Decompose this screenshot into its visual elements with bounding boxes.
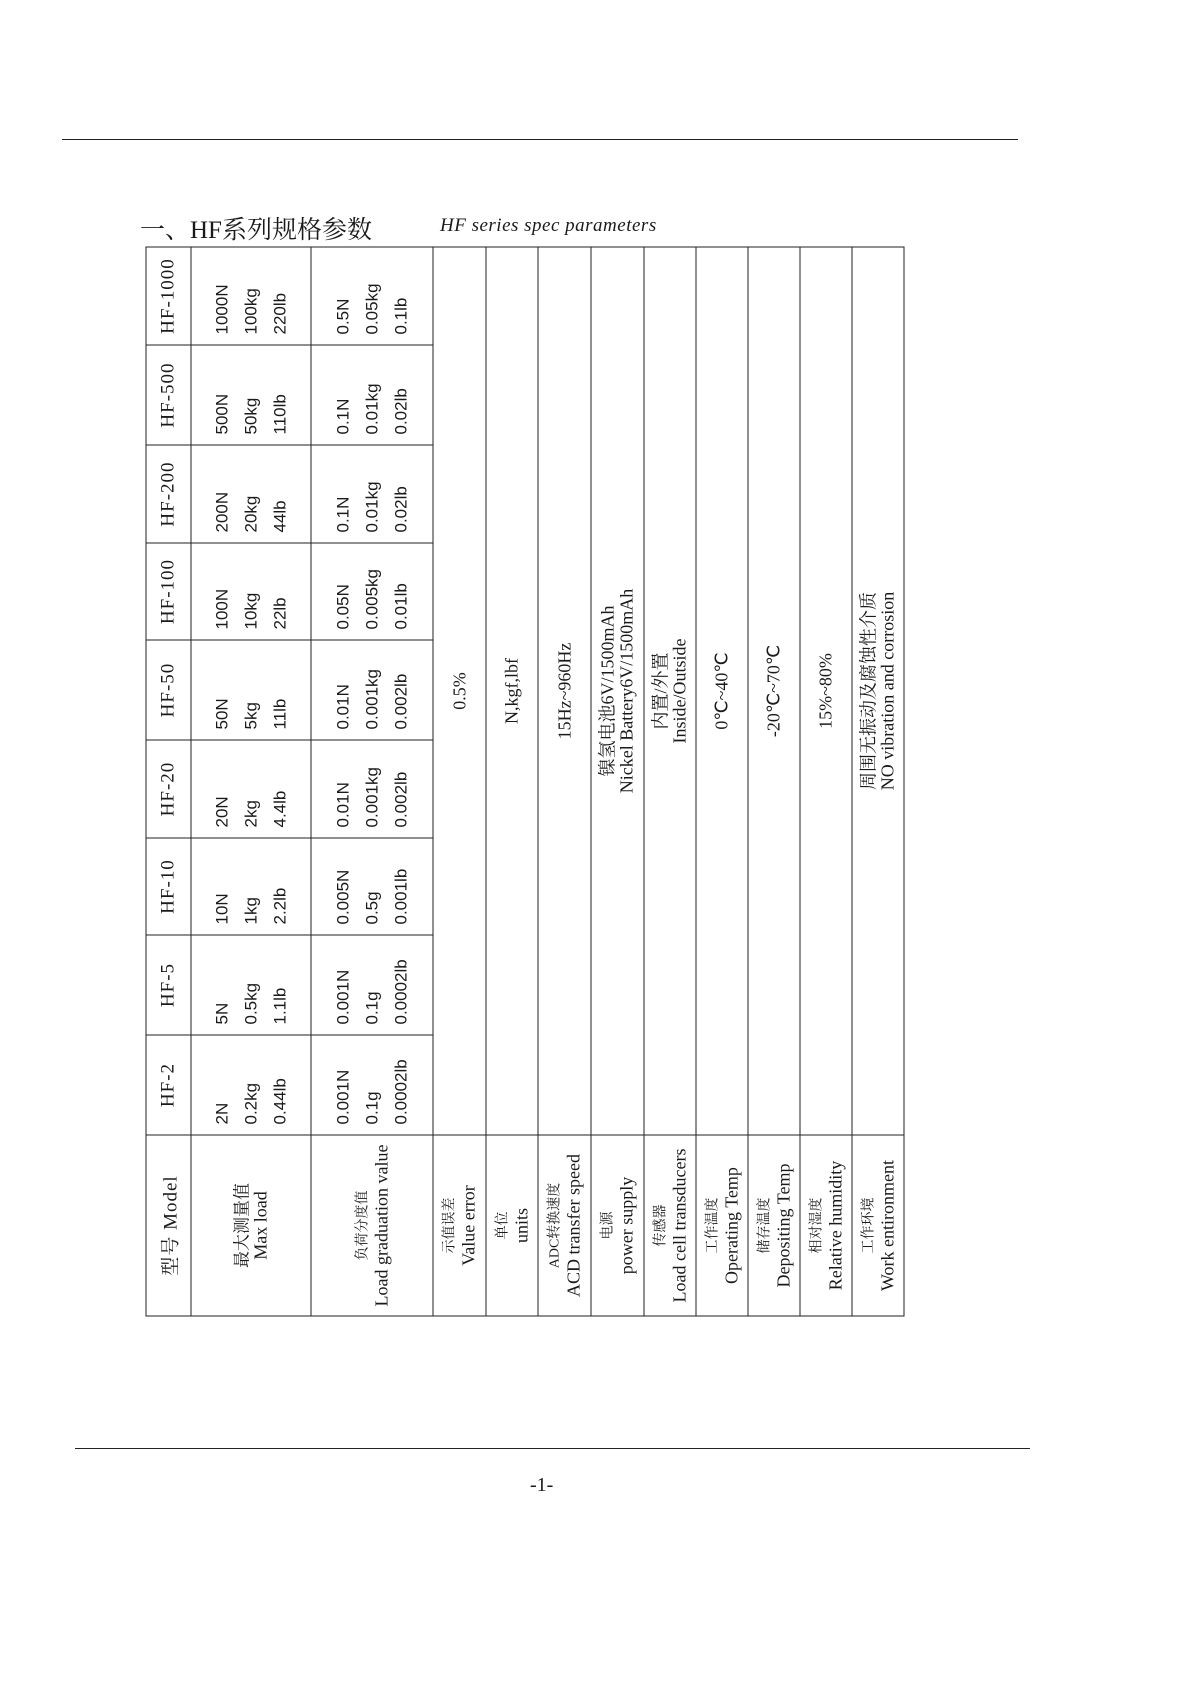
value-line: 0.1g	[362, 1090, 381, 1124]
value-cell	[191, 1035, 311, 1135]
value-line: 110lb	[270, 393, 289, 434]
value-line: 0.0002lb	[391, 958, 410, 1024]
value-line: 0.5N	[333, 298, 352, 334]
value-line: 0.5kg	[241, 982, 260, 1024]
label-zh: 工作温度	[704, 1197, 720, 1253]
value-line: 0.001kg	[362, 766, 381, 827]
model-label: 型号 Model	[146, 1135, 191, 1316]
value-line: 15%~80%	[815, 652, 835, 729]
label-en: power supply	[616, 1176, 636, 1274]
value-line: 0.005N	[333, 869, 352, 924]
label-en: Load graduation value	[370, 1144, 391, 1306]
row-label	[748, 1135, 800, 1316]
label-zh: 储存温度	[756, 1197, 772, 1253]
model-header: HF-1000	[146, 247, 191, 345]
label-en: Operating Temp	[720, 1166, 741, 1284]
value-line: 0.02lb	[391, 485, 410, 532]
value-line: 0.001N	[333, 1069, 352, 1124]
label-en: Load cell transducers	[668, 1148, 689, 1302]
spec-row	[644, 247, 696, 1316]
value-line: -20℃~70℃	[763, 644, 783, 737]
value-cell	[311, 445, 433, 543]
value-line: 0.01kg	[362, 480, 381, 532]
spec-table	[145, 246, 904, 1316]
value-cell	[311, 345, 433, 445]
label-zh: ADC转换速度	[547, 1182, 562, 1268]
spec-value	[748, 247, 800, 1135]
spec-row	[433, 247, 486, 1316]
value-cell	[311, 543, 433, 640]
value-line: 0.5%	[448, 671, 469, 710]
label-en: Max load	[249, 1190, 270, 1260]
spec-row	[748, 247, 800, 1316]
value-cell	[191, 640, 311, 740]
label-en: Value error	[458, 1184, 478, 1266]
value-line: 0.01lb	[391, 582, 410, 629]
value-cell	[191, 345, 311, 445]
value-line: N,kgf,lbf	[501, 657, 521, 724]
value-line: 0.5g	[362, 890, 381, 924]
value-line: 0℃~40℃	[711, 651, 731, 730]
value-line: 周围无振动及腐蚀性介质	[857, 591, 878, 790]
spec-row	[486, 247, 538, 1316]
value-line: 11lb	[270, 698, 289, 729]
value-line: 500N	[212, 393, 231, 434]
row-label	[852, 1135, 904, 1316]
value-line: 0.002lb	[391, 771, 410, 827]
row-label	[591, 1135, 644, 1316]
top-rule	[62, 139, 1018, 140]
value-line: 100N	[212, 588, 231, 629]
value-line: 0.01N	[333, 683, 352, 729]
row-label	[800, 1135, 852, 1316]
value-line: 0.001N	[333, 969, 352, 1024]
value-line: 100kg	[241, 287, 260, 334]
model-row	[146, 247, 191, 1316]
value-line-2: Nickel Battery6V/1500mAh	[616, 588, 636, 793]
label-en: ACD transfer speed	[563, 1153, 583, 1297]
value-line: 1.1lb	[270, 987, 289, 1024]
row-label	[538, 1135, 591, 1316]
value-line: 0.01N	[333, 781, 352, 827]
section-title: 一、HF系列规格参数	[140, 217, 372, 244]
value-line-2: NO vibration and corrosion	[876, 591, 897, 790]
spec-value	[696, 247, 748, 1135]
model-header: HF-10	[146, 838, 191, 935]
value-line: 1kg	[241, 896, 260, 924]
spec-row	[591, 247, 644, 1316]
spec-value	[433, 247, 486, 1135]
value-line: 2kg	[241, 799, 260, 827]
value-line: 5N	[212, 1002, 231, 1024]
value-line: 0.44lb	[270, 1077, 289, 1124]
value-line: 220lb	[270, 292, 289, 334]
value-line: 20kg	[241, 495, 260, 532]
value-line: 50kg	[241, 397, 260, 434]
value-line: 50N	[212, 697, 231, 729]
value-cell	[311, 838, 433, 935]
label-en: units	[510, 1207, 531, 1243]
value-cell	[191, 740, 311, 838]
spec-row	[852, 247, 904, 1316]
label-en: Relative humidity	[824, 1160, 845, 1290]
value-line: 44lb	[270, 499, 289, 532]
model-header: HF-5	[146, 935, 191, 1035]
value-cell	[311, 1035, 433, 1135]
model-header: HF-20	[146, 740, 191, 838]
value-line: 2.2lb	[270, 887, 289, 924]
row-label	[311, 1135, 433, 1316]
spec-value	[591, 247, 644, 1135]
label-en: Work entironment	[876, 1159, 897, 1291]
row-label	[191, 1135, 311, 1316]
value-cell	[311, 640, 433, 740]
max-load-row	[191, 247, 311, 1316]
spec-value	[800, 247, 852, 1135]
row-label	[644, 1135, 696, 1316]
value-line: 0.0002lb	[391, 1058, 410, 1124]
spec-row	[800, 247, 852, 1316]
value-line: 1000N	[212, 283, 231, 334]
label-zh: 单位	[494, 1211, 510, 1239]
value-line: 0.2kg	[241, 1082, 260, 1124]
value-cell	[311, 740, 433, 838]
value-line-2: Inside/Outside	[668, 638, 689, 743]
value-line: 0.1lb	[391, 297, 410, 334]
value-line: 0.1N	[333, 398, 352, 434]
spec-table-rotated	[145, 247, 903, 1316]
value-line: 0.05N	[333, 583, 352, 629]
value-cell	[191, 247, 311, 345]
value-line: 0.02lb	[391, 387, 410, 434]
value-line: 0.05kg	[362, 282, 381, 334]
value-cell	[191, 838, 311, 935]
spec-value	[852, 247, 904, 1135]
value-line: 0.1g	[362, 990, 381, 1024]
model-header: HF-50	[146, 640, 191, 740]
value-line: 0.01kg	[362, 382, 381, 434]
model-header: HF-2	[146, 1035, 191, 1135]
value-line: 0.002lb	[391, 673, 410, 729]
value-line: 20N	[212, 795, 231, 827]
label-en: Depositing Temp	[772, 1163, 793, 1287]
spec-value	[538, 247, 591, 1135]
value-line: 0.001kg	[362, 668, 381, 729]
row-label	[433, 1135, 486, 1316]
value-cell	[191, 445, 311, 543]
value-line: 22lb	[270, 596, 289, 629]
bottom-rule	[75, 1448, 1030, 1449]
spec-value	[486, 247, 538, 1135]
label-zh: 示值误差	[442, 1197, 457, 1253]
graduation-row	[311, 247, 433, 1316]
value-cell	[311, 247, 433, 345]
label-zh: 传感器	[652, 1204, 668, 1246]
spec-row	[538, 247, 591, 1316]
row-label	[486, 1135, 538, 1316]
value-line: 0.005kg	[362, 568, 381, 629]
section-title-en: HF series spec parameters	[440, 215, 657, 236]
label-zh: 工作环境	[860, 1197, 876, 1253]
spec-row	[696, 247, 748, 1316]
value-cell	[311, 935, 433, 1035]
value-cell	[191, 543, 311, 640]
value-line: 10kg	[241, 592, 260, 629]
value-line: 4.4lb	[270, 790, 289, 827]
value-line: 镍氢电池6V/1500mAh	[597, 605, 617, 776]
spec-value	[644, 247, 696, 1135]
label-zh: 最大测量值	[231, 1182, 251, 1268]
value-line: 0.1N	[333, 496, 352, 532]
value-line: 内置/外置	[649, 652, 670, 730]
model-header: HF-100	[146, 543, 191, 640]
label-zh: 负荷分度值	[354, 1190, 370, 1260]
row-label	[696, 1135, 748, 1316]
label-zh: 电源	[600, 1211, 615, 1239]
value-line: 5kg	[241, 701, 260, 729]
model-header: HF-500	[146, 345, 191, 445]
value-line: 15Hz~960Hz	[553, 642, 574, 739]
value-line: 10N	[212, 892, 231, 924]
value-line: 2N	[212, 1102, 231, 1124]
value-cell	[191, 935, 311, 1035]
value-line: 200N	[212, 491, 231, 532]
value-line: 0.001lb	[391, 868, 410, 924]
label-zh: 相对湿度	[808, 1197, 824, 1253]
page-number: -1-	[530, 1474, 554, 1496]
model-header: HF-200	[146, 445, 191, 543]
